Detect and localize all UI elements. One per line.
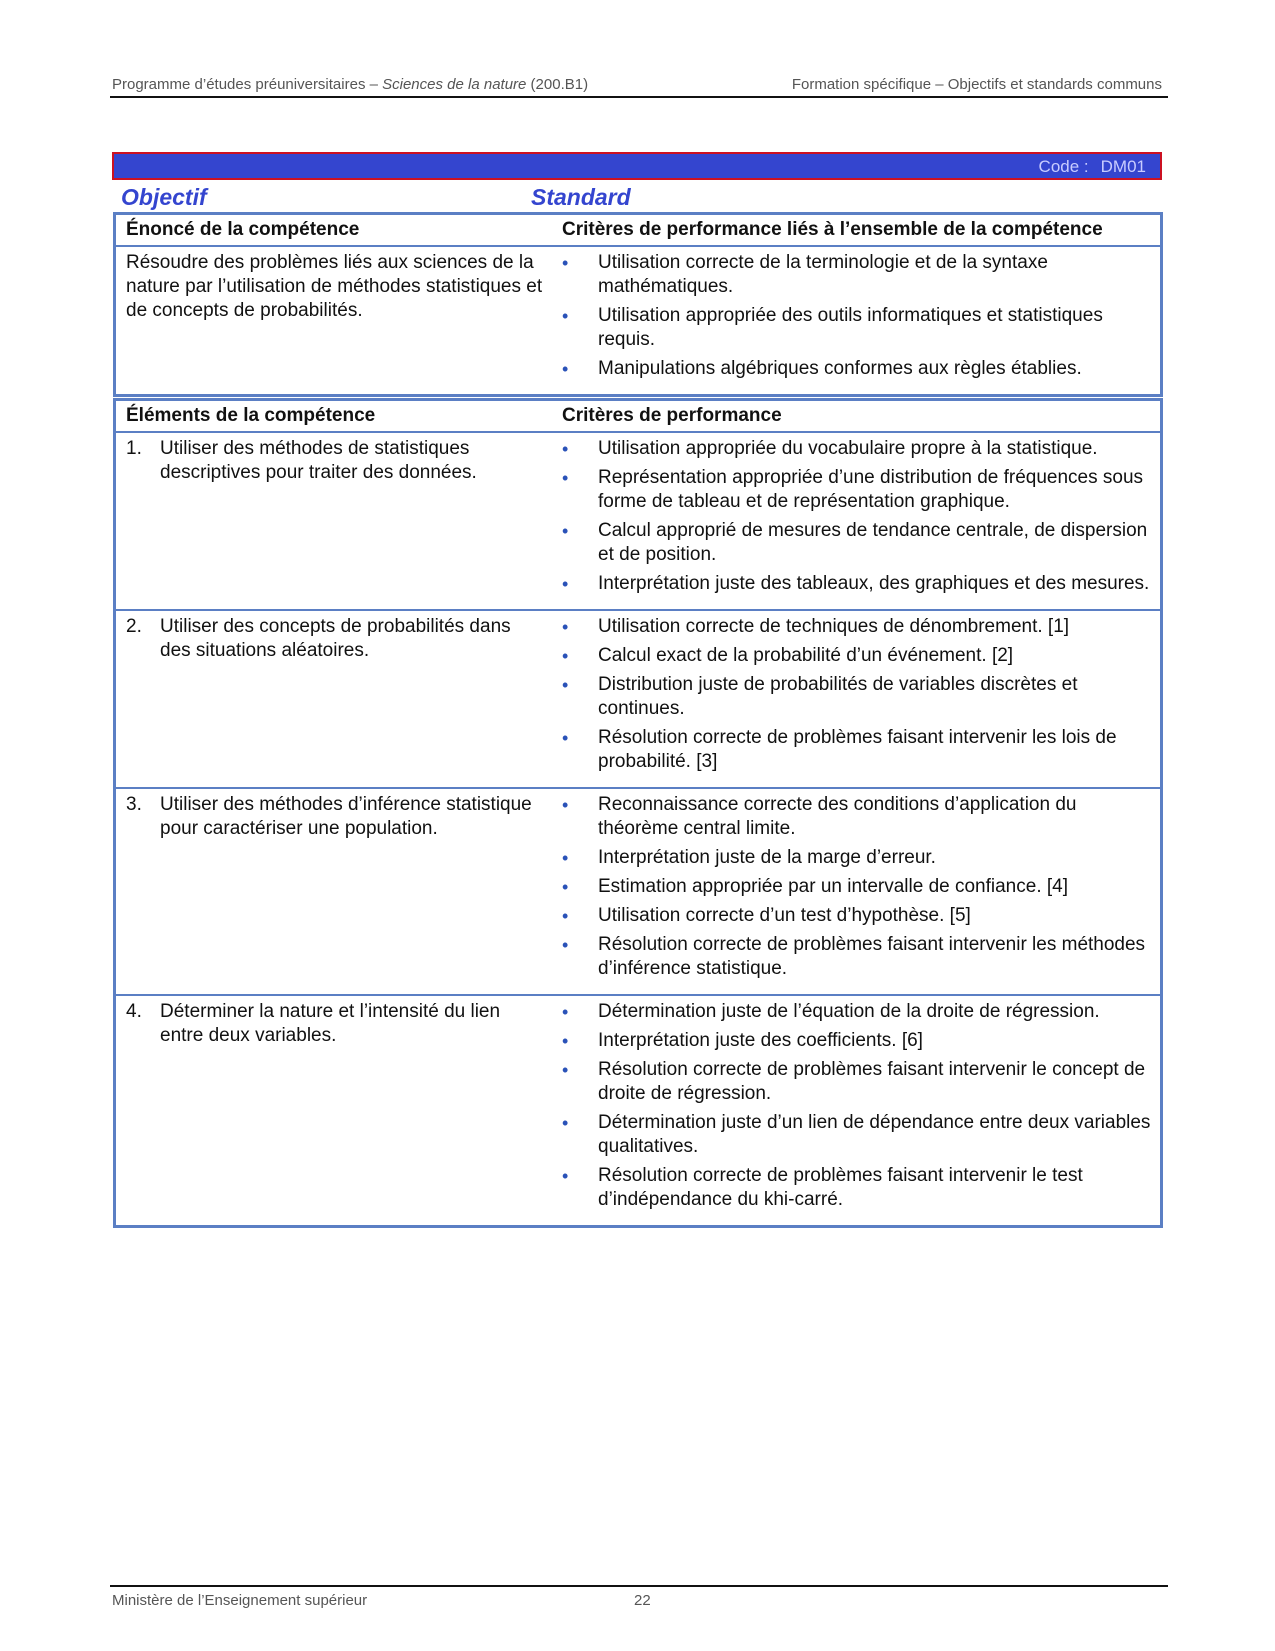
criterion-item: • Utilisation correcte d’un test d’hypothèse. [5] [562, 904, 1152, 928]
criterion-item: • Distribution juste de probabilités de variables discrètes et continues. [562, 673, 1152, 721]
criterion-item: • Calcul exact de la probabilité d’un événement. [2] [562, 644, 1152, 668]
page-footer [110, 1585, 1168, 1609]
element-number: 2. [126, 616, 142, 637]
footer-ministry: Ministère de l’Enseignement supérieur [112, 1592, 368, 1609]
criterion-item: • Utilisation appropriée du vocabulaire propre à la statistique. [562, 437, 1152, 461]
elements-head-left: Éléments de la compétence [115, 400, 553, 433]
standard-title: Standard [531, 184, 631, 210]
header-section: Formation spécifique – Objectifs et standards communs [791, 76, 1162, 93]
element-number: 3. [126, 794, 142, 815]
criterion-item: • Représentation appropriée d’une distribution de fréquences sous forme de tableau et de représentation graphique. [562, 466, 1152, 514]
criterion-item: • Résolution correcte de problèmes faisant intervenir le concept de droite de régression. [562, 1058, 1152, 1106]
criterion-item: • Manipulations algébriques conformes aux règles établies. [562, 357, 1152, 381]
competence-table [113, 212, 1163, 397]
criterion-item: • Utilisation correcte de techniques de dénombrement. [1] [562, 615, 1152, 639]
competence-head-right: Critères de performance liés à l’ensemble de la compétence [552, 214, 1162, 247]
element-text: 2. Utiliser des concepts de probabilités dans des situations aléatoires. [126, 616, 511, 661]
element-row-4 [115, 995, 1162, 1227]
objectif-title: Objectif [121, 184, 207, 210]
page-number: 22 [634, 1592, 651, 1609]
page-header [110, 74, 1168, 98]
criterion-item: • Détermination juste de l’équation de la droite de régression. [562, 1000, 1152, 1024]
elements-table [113, 398, 1163, 1228]
elements-head-right: Critères de performance [552, 400, 1162, 433]
criterion-item: • Résolution correcte de problèmes faisant intervenir les méthodes d’inférence statistique. [562, 933, 1152, 981]
criterion-item: • Reconnaissance correcte des conditions d’application du théorème central limite. [562, 793, 1152, 841]
criterion-item: • Interprétation juste des coefficients. [6] [562, 1029, 1152, 1053]
criterion-item: • Interprétation juste des tableaux, des graphiques et des mesures. [562, 572, 1152, 596]
criterion-item: • Calcul approprié de mesures de tendance centrale, de dispersion et de position. [562, 519, 1152, 567]
competence-criteria-list [562, 251, 1152, 381]
element-row-1 [115, 432, 1162, 610]
element-criteria-list [562, 615, 1152, 774]
criterion-item: • Résolution correcte de problèmes faisant intervenir les lois de probabilité. [3] [562, 726, 1152, 774]
criterion-item: • Utilisation appropriée des outils informatiques et statistiques requis. [562, 304, 1152, 352]
criterion-item: • Estimation appropriée par un intervalle de confiance. [4] [562, 875, 1152, 899]
element-number: 1. [126, 438, 142, 459]
competence-statement: Résoudre des problèmes liés aux sciences de la nature par l’utilisation de méthodes statistiques et de concepts de probabilités. [126, 252, 543, 321]
criterion-item: • Interprétation juste de la marge d’erreur. [562, 846, 1152, 870]
element-text: 4. Déterminer la nature et l’intensité du lien entre deux variables. [126, 1001, 501, 1046]
element-text: 1. Utiliser des méthodes de statistiques descriptives pour traiter des données. [126, 438, 477, 483]
criterion-item: • Détermination juste d’un lien de dépendance entre deux variables qualitatives. [562, 1111, 1152, 1159]
element-text: 3. Utiliser des méthodes d’inférence statistique pour caractériser une population. [126, 794, 532, 839]
elements-table-header [115, 400, 1162, 433]
element-criteria-list [562, 793, 1152, 981]
element-row-3 [115, 788, 1162, 995]
header-program: Programme d’études préuniversitaires – Sciences de la nature (200.B1) [112, 76, 589, 93]
element-row-2 [115, 610, 1162, 788]
element-criteria-list [562, 1000, 1152, 1212]
criterion-item: • Résolution correcte de problèmes faisant intervenir le test d’indépendance du khi-carré. [562, 1164, 1152, 1212]
competence-table-header [115, 214, 1162, 247]
element-number: 4. [126, 1001, 142, 1022]
competence-row [115, 246, 1162, 396]
competence-head-left: Énoncé de la compétence [115, 214, 553, 247]
criterion-item: • Utilisation correcte de la terminologie et de la syntaxe mathématiques. [562, 251, 1152, 299]
course-code: Code : DM01 [1038, 157, 1146, 176]
code-bar [112, 152, 1162, 180]
element-criteria-list [562, 437, 1152, 596]
